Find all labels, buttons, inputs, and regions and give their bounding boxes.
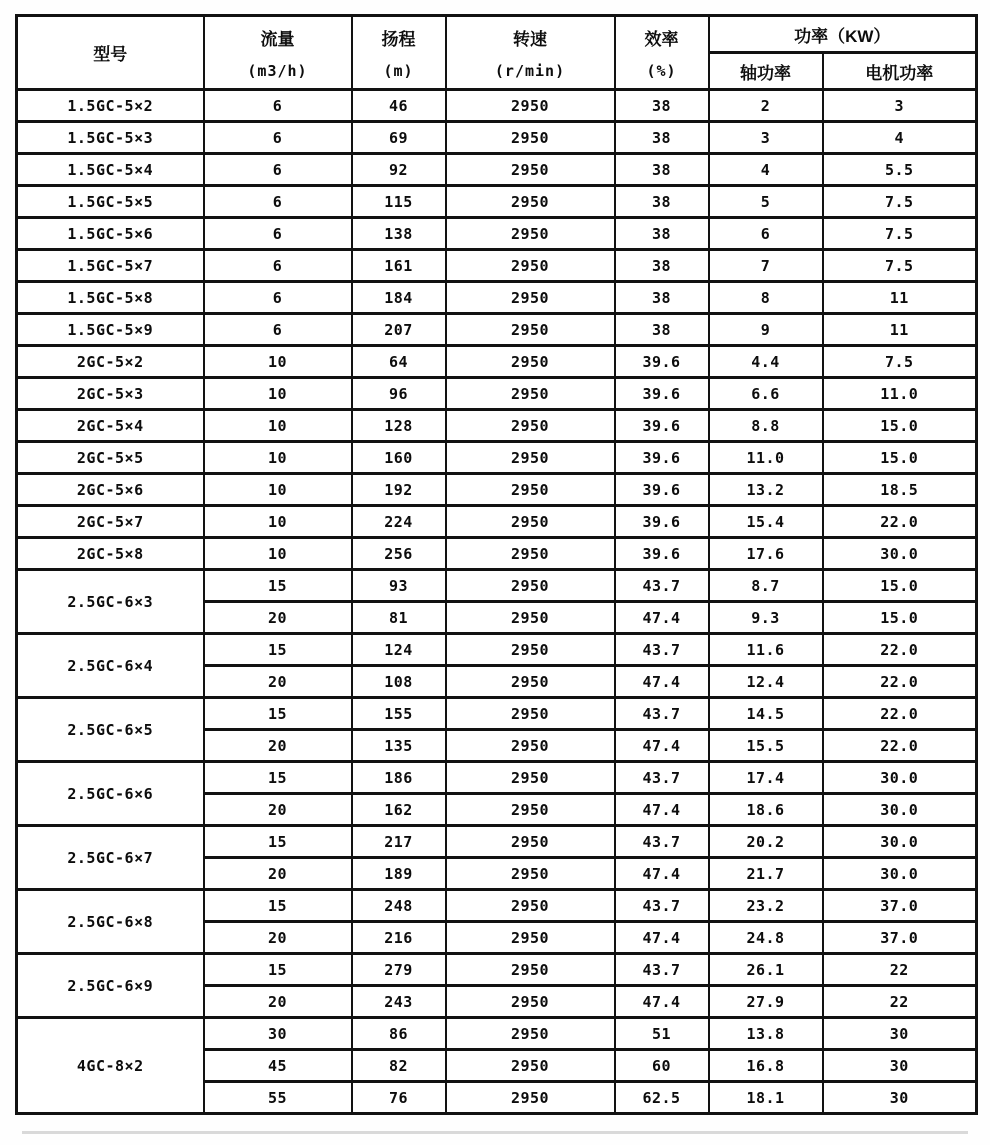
cell-motor-power: 11: [823, 314, 977, 346]
cell-speed: 2950: [446, 762, 615, 794]
cell-head: 248: [352, 890, 446, 922]
cell-flow: 20: [204, 602, 352, 634]
cell-efficiency: 60: [615, 1050, 709, 1082]
col-header-efficiency-label: 效率: [644, 30, 679, 50]
cell-model: 1.5GC-5×8: [17, 282, 204, 314]
col-header-flow: [204, 16, 352, 90]
cell-shaft-power: 13.8: [709, 1018, 823, 1050]
table-row: [17, 346, 977, 378]
table-row: [17, 634, 977, 666]
cell-motor-power: 37.0: [823, 922, 977, 954]
table-row: [17, 314, 977, 346]
cell-shaft-power: 8: [709, 282, 823, 314]
cell-model: 2GC-5×4: [17, 410, 204, 442]
cell-model: 1.5GC-5×4: [17, 154, 204, 186]
pump-spec-table: [15, 14, 978, 1115]
cell-shaft-power: 17.4: [709, 762, 823, 794]
cell-shaft-power: 18.1: [709, 1082, 823, 1114]
cell-speed: 2950: [446, 410, 615, 442]
cell-model: 4GC-8×2: [17, 1018, 204, 1114]
cell-shaft-power: 17.6: [709, 538, 823, 570]
cell-efficiency: 38: [615, 250, 709, 282]
cell-head: 184: [352, 282, 446, 314]
cell-motor-power: 18.5: [823, 474, 977, 506]
table-row: [17, 154, 977, 186]
cell-efficiency: 39.6: [615, 506, 709, 538]
table-row: [17, 474, 977, 506]
cell-motor-power: 3: [823, 90, 977, 122]
cell-model: 2.5GC-6×7: [17, 826, 204, 890]
cell-motor-power: 22: [823, 986, 977, 1018]
cell-flow: 10: [204, 442, 352, 474]
cell-shaft-power: 6: [709, 218, 823, 250]
cell-motor-power: 22.0: [823, 698, 977, 730]
cell-head: 81: [352, 602, 446, 634]
cell-flow: 10: [204, 378, 352, 410]
cell-efficiency: 39.6: [615, 474, 709, 506]
cell-motor-power: 22.0: [823, 634, 977, 666]
cell-flow: 55: [204, 1082, 352, 1114]
cell-speed: 2950: [446, 794, 615, 826]
cell-speed: 2950: [446, 154, 615, 186]
cell-head: 279: [352, 954, 446, 986]
col-header-head-label: 扬程: [381, 30, 416, 50]
cell-shaft-power: 6.6: [709, 378, 823, 410]
cell-motor-power: 30: [823, 1082, 977, 1114]
cell-head: 186: [352, 762, 446, 794]
cell-head: 86: [352, 1018, 446, 1050]
cell-flow: 6: [204, 218, 352, 250]
cell-head: 115: [352, 186, 446, 218]
cell-head: 46: [352, 90, 446, 122]
cell-speed: 2950: [446, 890, 615, 922]
cell-flow: 15: [204, 762, 352, 794]
cell-efficiency: 47.4: [615, 794, 709, 826]
col-header-speed-label: 转速: [513, 30, 547, 50]
cell-efficiency: 43.7: [615, 762, 709, 794]
cell-motor-power: 30: [823, 1018, 977, 1050]
cell-head: 108: [352, 666, 446, 698]
cell-speed: 2950: [446, 538, 615, 570]
cell-flow: 15: [204, 890, 352, 922]
cell-shaft-power: 21.7: [709, 858, 823, 890]
cell-motor-power: 15.0: [823, 570, 977, 602]
cell-efficiency: 62.5: [615, 1082, 709, 1114]
cell-head: 256: [352, 538, 446, 570]
cell-speed: 2950: [446, 1082, 615, 1114]
col-header-power-group: 功率（KW）: [709, 16, 977, 53]
cell-flow: 20: [204, 986, 352, 1018]
table-row: [17, 506, 977, 538]
cell-motor-power: 11: [823, 282, 977, 314]
cell-model: 2.5GC-6×6: [17, 762, 204, 826]
cell-motor-power: 5.5: [823, 154, 977, 186]
cell-efficiency: 47.4: [615, 666, 709, 698]
cell-speed: 2950: [446, 602, 615, 634]
cell-model: 2GC-5×5: [17, 442, 204, 474]
cell-efficiency: 38: [615, 154, 709, 186]
cell-efficiency: 47.4: [615, 922, 709, 954]
cell-speed: 2950: [446, 314, 615, 346]
cell-motor-power: 15.0: [823, 602, 977, 634]
col-header-speed-unit: (r/min): [494, 61, 566, 80]
col-header-head: [352, 16, 446, 90]
cell-shaft-power: 2: [709, 90, 823, 122]
col-header-model: 型号: [17, 16, 204, 90]
cell-motor-power: 22.0: [823, 666, 977, 698]
cell-shaft-power: 11.0: [709, 442, 823, 474]
cell-model: 1.5GC-5×6: [17, 218, 204, 250]
cell-flow: 6: [204, 250, 352, 282]
cell-motor-power: 30.0: [823, 762, 977, 794]
cell-head: 207: [352, 314, 446, 346]
cell-flow: 30: [204, 1018, 352, 1050]
cell-efficiency: 43.7: [615, 570, 709, 602]
cell-flow: 15: [204, 954, 352, 986]
table-row: [17, 186, 977, 218]
cell-model: 2GC-5×6: [17, 474, 204, 506]
cell-speed: 2950: [446, 698, 615, 730]
cell-shaft-power: 5: [709, 186, 823, 218]
cell-speed: 2950: [446, 954, 615, 986]
cell-head: 162: [352, 794, 446, 826]
cell-shaft-power: 4: [709, 154, 823, 186]
table-row: [17, 410, 977, 442]
cell-flow: 20: [204, 858, 352, 890]
cell-efficiency: 39.6: [615, 410, 709, 442]
cell-motor-power: 15.0: [823, 442, 977, 474]
cell-speed: 2950: [446, 1018, 615, 1050]
cell-model: 2.5GC-6×5: [17, 698, 204, 762]
cell-speed: 2950: [446, 986, 615, 1018]
spec-table-body: [17, 90, 977, 1114]
cell-head: 217: [352, 826, 446, 858]
cell-efficiency: 43.7: [615, 698, 709, 730]
cell-speed: 2950: [446, 186, 615, 218]
cell-efficiency: 43.7: [615, 890, 709, 922]
cell-flow: 10: [204, 506, 352, 538]
cell-model: 2.5GC-6×8: [17, 890, 204, 954]
cell-model: 1.5GC-5×2: [17, 90, 204, 122]
cell-model: 2GC-5×7: [17, 506, 204, 538]
cell-motor-power: 22.0: [823, 730, 977, 762]
table-row: [17, 90, 977, 122]
cell-flow: 15: [204, 826, 352, 858]
cell-efficiency: 38: [615, 314, 709, 346]
cell-efficiency: 43.7: [615, 634, 709, 666]
cell-head: 76: [352, 1082, 446, 1114]
cell-head: 82: [352, 1050, 446, 1082]
cell-motor-power: 30.0: [823, 794, 977, 826]
cell-speed: 2950: [446, 282, 615, 314]
cell-speed: 2950: [446, 442, 615, 474]
cell-motor-power: 7.5: [823, 346, 977, 378]
cell-efficiency: 38: [615, 90, 709, 122]
cell-head: 92: [352, 154, 446, 186]
cell-shaft-power: 9.3: [709, 602, 823, 634]
cell-motor-power: 11.0: [823, 378, 977, 410]
cell-efficiency: 38: [615, 218, 709, 250]
cell-efficiency: 47.4: [615, 602, 709, 634]
cell-efficiency: 47.4: [615, 858, 709, 890]
cell-shaft-power: 27.9: [709, 986, 823, 1018]
cell-motor-power: 37.0: [823, 890, 977, 922]
cell-shaft-power: 11.6: [709, 634, 823, 666]
cell-flow: 15: [204, 570, 352, 602]
cell-flow: 6: [204, 314, 352, 346]
cell-motor-power: 7.5: [823, 250, 977, 282]
cell-speed: 2950: [446, 634, 615, 666]
col-header-efficiency-unit: (%): [646, 61, 677, 80]
cell-speed: 2950: [446, 90, 615, 122]
table-row: [17, 442, 977, 474]
cell-efficiency: 47.4: [615, 986, 709, 1018]
cell-head: 138: [352, 218, 446, 250]
cell-flow: 20: [204, 730, 352, 762]
cell-shaft-power: 3: [709, 122, 823, 154]
cell-head: 243: [352, 986, 446, 1018]
cell-head: 124: [352, 634, 446, 666]
table-row: [17, 122, 977, 154]
cell-head: 135: [352, 730, 446, 762]
cell-model: 2.5GC-6×9: [17, 954, 204, 1018]
table-row: [17, 538, 977, 570]
cell-model: 1.5GC-5×9: [17, 314, 204, 346]
cell-head: 64: [352, 346, 446, 378]
table-row: [17, 378, 977, 410]
cell-shaft-power: 24.8: [709, 922, 823, 954]
table-row: [17, 282, 977, 314]
cell-head: 155: [352, 698, 446, 730]
cell-speed: 2950: [446, 378, 615, 410]
table-row: [17, 1018, 977, 1050]
cell-shaft-power: 9: [709, 314, 823, 346]
table-row: [17, 826, 977, 858]
cell-motor-power: 7.5: [823, 186, 977, 218]
cell-motor-power: 30.0: [823, 826, 977, 858]
col-header-shaft-power: 轴功率: [709, 53, 823, 90]
cell-shaft-power: 15.4: [709, 506, 823, 538]
cell-head: 216: [352, 922, 446, 954]
cell-flow: 6: [204, 282, 352, 314]
cell-motor-power: 30: [823, 1050, 977, 1082]
cell-shaft-power: 7: [709, 250, 823, 282]
cell-model: 2.5GC-6×4: [17, 634, 204, 698]
cell-flow: 6: [204, 122, 352, 154]
cell-flow: 10: [204, 474, 352, 506]
cell-flow: 10: [204, 538, 352, 570]
cell-motor-power: 4: [823, 122, 977, 154]
cell-head: 224: [352, 506, 446, 538]
table-shadow-line: [22, 1131, 968, 1134]
cell-efficiency: 38: [615, 282, 709, 314]
cell-head: 189: [352, 858, 446, 890]
col-header-flow-label: 流量: [260, 30, 295, 50]
cell-motor-power: 22.0: [823, 506, 977, 538]
cell-efficiency: 39.6: [615, 378, 709, 410]
cell-head: 160: [352, 442, 446, 474]
col-header-speed: [446, 16, 615, 90]
cell-speed: 2950: [446, 122, 615, 154]
cell-efficiency: 43.7: [615, 826, 709, 858]
cell-speed: 2950: [446, 218, 615, 250]
cell-speed: 2950: [446, 922, 615, 954]
col-header-flow-unit: (m3/h): [247, 61, 308, 80]
cell-flow: 20: [204, 794, 352, 826]
table-row: [17, 698, 977, 730]
table-row: [17, 218, 977, 250]
cell-flow: 6: [204, 186, 352, 218]
cell-efficiency: 39.6: [615, 346, 709, 378]
cell-efficiency: 38: [615, 186, 709, 218]
cell-shaft-power: 13.2: [709, 474, 823, 506]
table-header: [17, 16, 977, 90]
col-header-head-unit: (m): [383, 61, 414, 80]
cell-speed: 2950: [446, 666, 615, 698]
cell-efficiency: 43.7: [615, 954, 709, 986]
col-header-motor-power: 电机功率: [823, 53, 977, 90]
cell-efficiency: 38: [615, 122, 709, 154]
cell-flow: 6: [204, 90, 352, 122]
cell-model: 2GC-5×2: [17, 346, 204, 378]
cell-model: 2GC-5×3: [17, 378, 204, 410]
cell-flow: 10: [204, 410, 352, 442]
cell-speed: 2950: [446, 570, 615, 602]
cell-motor-power: 22: [823, 954, 977, 986]
col-header-efficiency: [615, 16, 709, 90]
table-row: [17, 762, 977, 794]
cell-flow: 15: [204, 698, 352, 730]
cell-shaft-power: 4.4: [709, 346, 823, 378]
cell-shaft-power: 26.1: [709, 954, 823, 986]
cell-shaft-power: 23.2: [709, 890, 823, 922]
cell-flow: 10: [204, 346, 352, 378]
cell-motor-power: 30.0: [823, 858, 977, 890]
cell-efficiency: 47.4: [615, 730, 709, 762]
cell-flow: 15: [204, 634, 352, 666]
table-row: [17, 570, 977, 602]
cell-model: 2.5GC-6×3: [17, 570, 204, 634]
cell-motor-power: 30.0: [823, 538, 977, 570]
cell-head: 69: [352, 122, 446, 154]
cell-shaft-power: 8.8: [709, 410, 823, 442]
cell-speed: 2950: [446, 474, 615, 506]
cell-shaft-power: 16.8: [709, 1050, 823, 1082]
cell-shaft-power: 12.4: [709, 666, 823, 698]
cell-speed: 2950: [446, 250, 615, 282]
cell-motor-power: 7.5: [823, 218, 977, 250]
cell-head: 96: [352, 378, 446, 410]
cell-speed: 2950: [446, 1050, 615, 1082]
cell-flow: 6: [204, 154, 352, 186]
cell-speed: 2950: [446, 858, 615, 890]
cell-head: 128: [352, 410, 446, 442]
cell-flow: 20: [204, 666, 352, 698]
cell-speed: 2950: [446, 826, 615, 858]
cell-flow: 45: [204, 1050, 352, 1082]
cell-speed: 2950: [446, 730, 615, 762]
header-row-1: [17, 16, 977, 53]
cell-head: 192: [352, 474, 446, 506]
table-row: [17, 250, 977, 282]
cell-model: 1.5GC-5×5: [17, 186, 204, 218]
cell-speed: 2950: [446, 346, 615, 378]
cell-head: 161: [352, 250, 446, 282]
cell-shaft-power: 8.7: [709, 570, 823, 602]
cell-efficiency: 39.6: [615, 442, 709, 474]
cell-shaft-power: 18.6: [709, 794, 823, 826]
cell-efficiency: 51: [615, 1018, 709, 1050]
cell-model: 1.5GC-5×3: [17, 122, 204, 154]
cell-model: 2GC-5×8: [17, 538, 204, 570]
cell-flow: 20: [204, 922, 352, 954]
cell-shaft-power: 14.5: [709, 698, 823, 730]
cell-motor-power: 15.0: [823, 410, 977, 442]
table-row: [17, 954, 977, 986]
cell-shaft-power: 20.2: [709, 826, 823, 858]
cell-speed: 2950: [446, 506, 615, 538]
cell-shaft-power: 15.5: [709, 730, 823, 762]
cell-efficiency: 39.6: [615, 538, 709, 570]
table-row: [17, 890, 977, 922]
cell-head: 93: [352, 570, 446, 602]
cell-model: 1.5GC-5×7: [17, 250, 204, 282]
